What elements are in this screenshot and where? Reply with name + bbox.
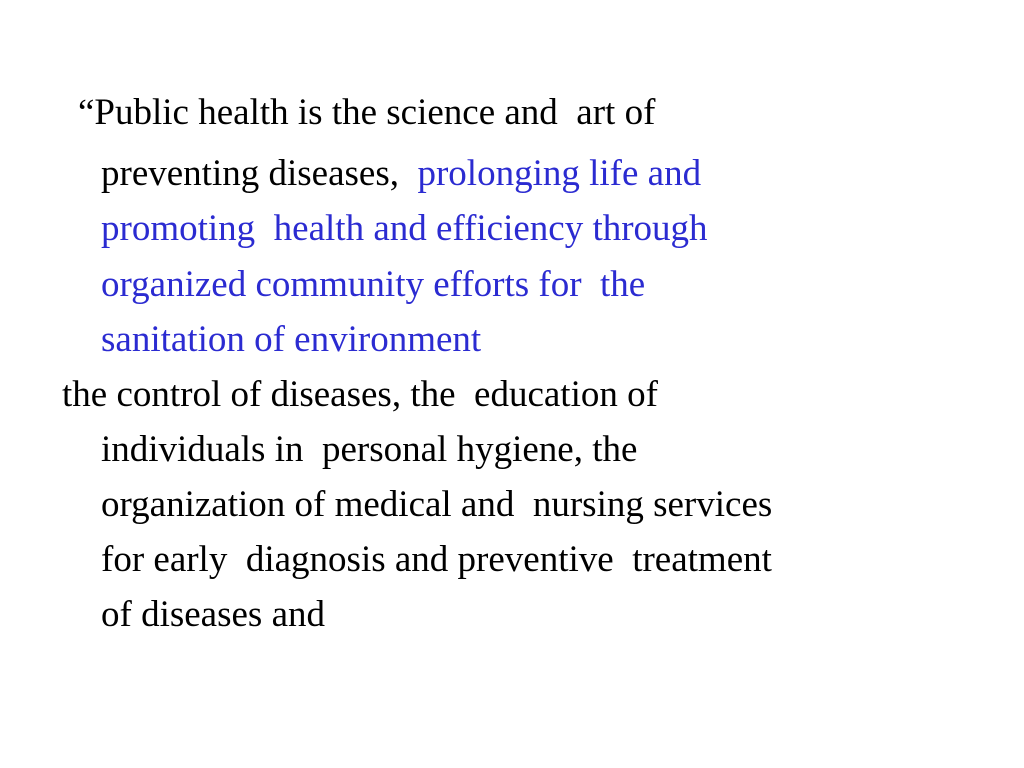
quote-highlight-3: promoting health and efficiency through [101, 208, 708, 249]
quote-line-5 [101, 317, 481, 363]
quote-line-1 [78, 90, 655, 136]
quote-line-7 [101, 427, 637, 473]
quote-highlight-4: organized community efforts for the [101, 264, 646, 305]
quote-line-2 [101, 151, 701, 197]
quote-line-6 [62, 372, 658, 418]
quote-text-2a: preventing diseases, [101, 153, 418, 194]
quote-text-9: for early diagnosis and preventive treatment [101, 539, 772, 580]
quote-line-4 [101, 262, 645, 308]
quote-text-1: “Public health is the science and art of [78, 92, 656, 133]
quote-text-7: individuals in personal hygiene, the [101, 429, 638, 470]
quote-line-3 [101, 206, 708, 252]
quote-text-10: of diseases and [101, 594, 325, 635]
quote-line-8 [101, 482, 772, 528]
quote-highlight-5: sanitation of environment [101, 319, 482, 360]
quote-line-10 [101, 592, 325, 638]
quote-text-8: organization of medical and nursing services [101, 484, 773, 525]
quote-highlight-2b: prolonging life and [417, 153, 702, 194]
quote-line-9 [101, 537, 772, 583]
quote-text-6: the control of diseases, the education of [62, 374, 658, 415]
